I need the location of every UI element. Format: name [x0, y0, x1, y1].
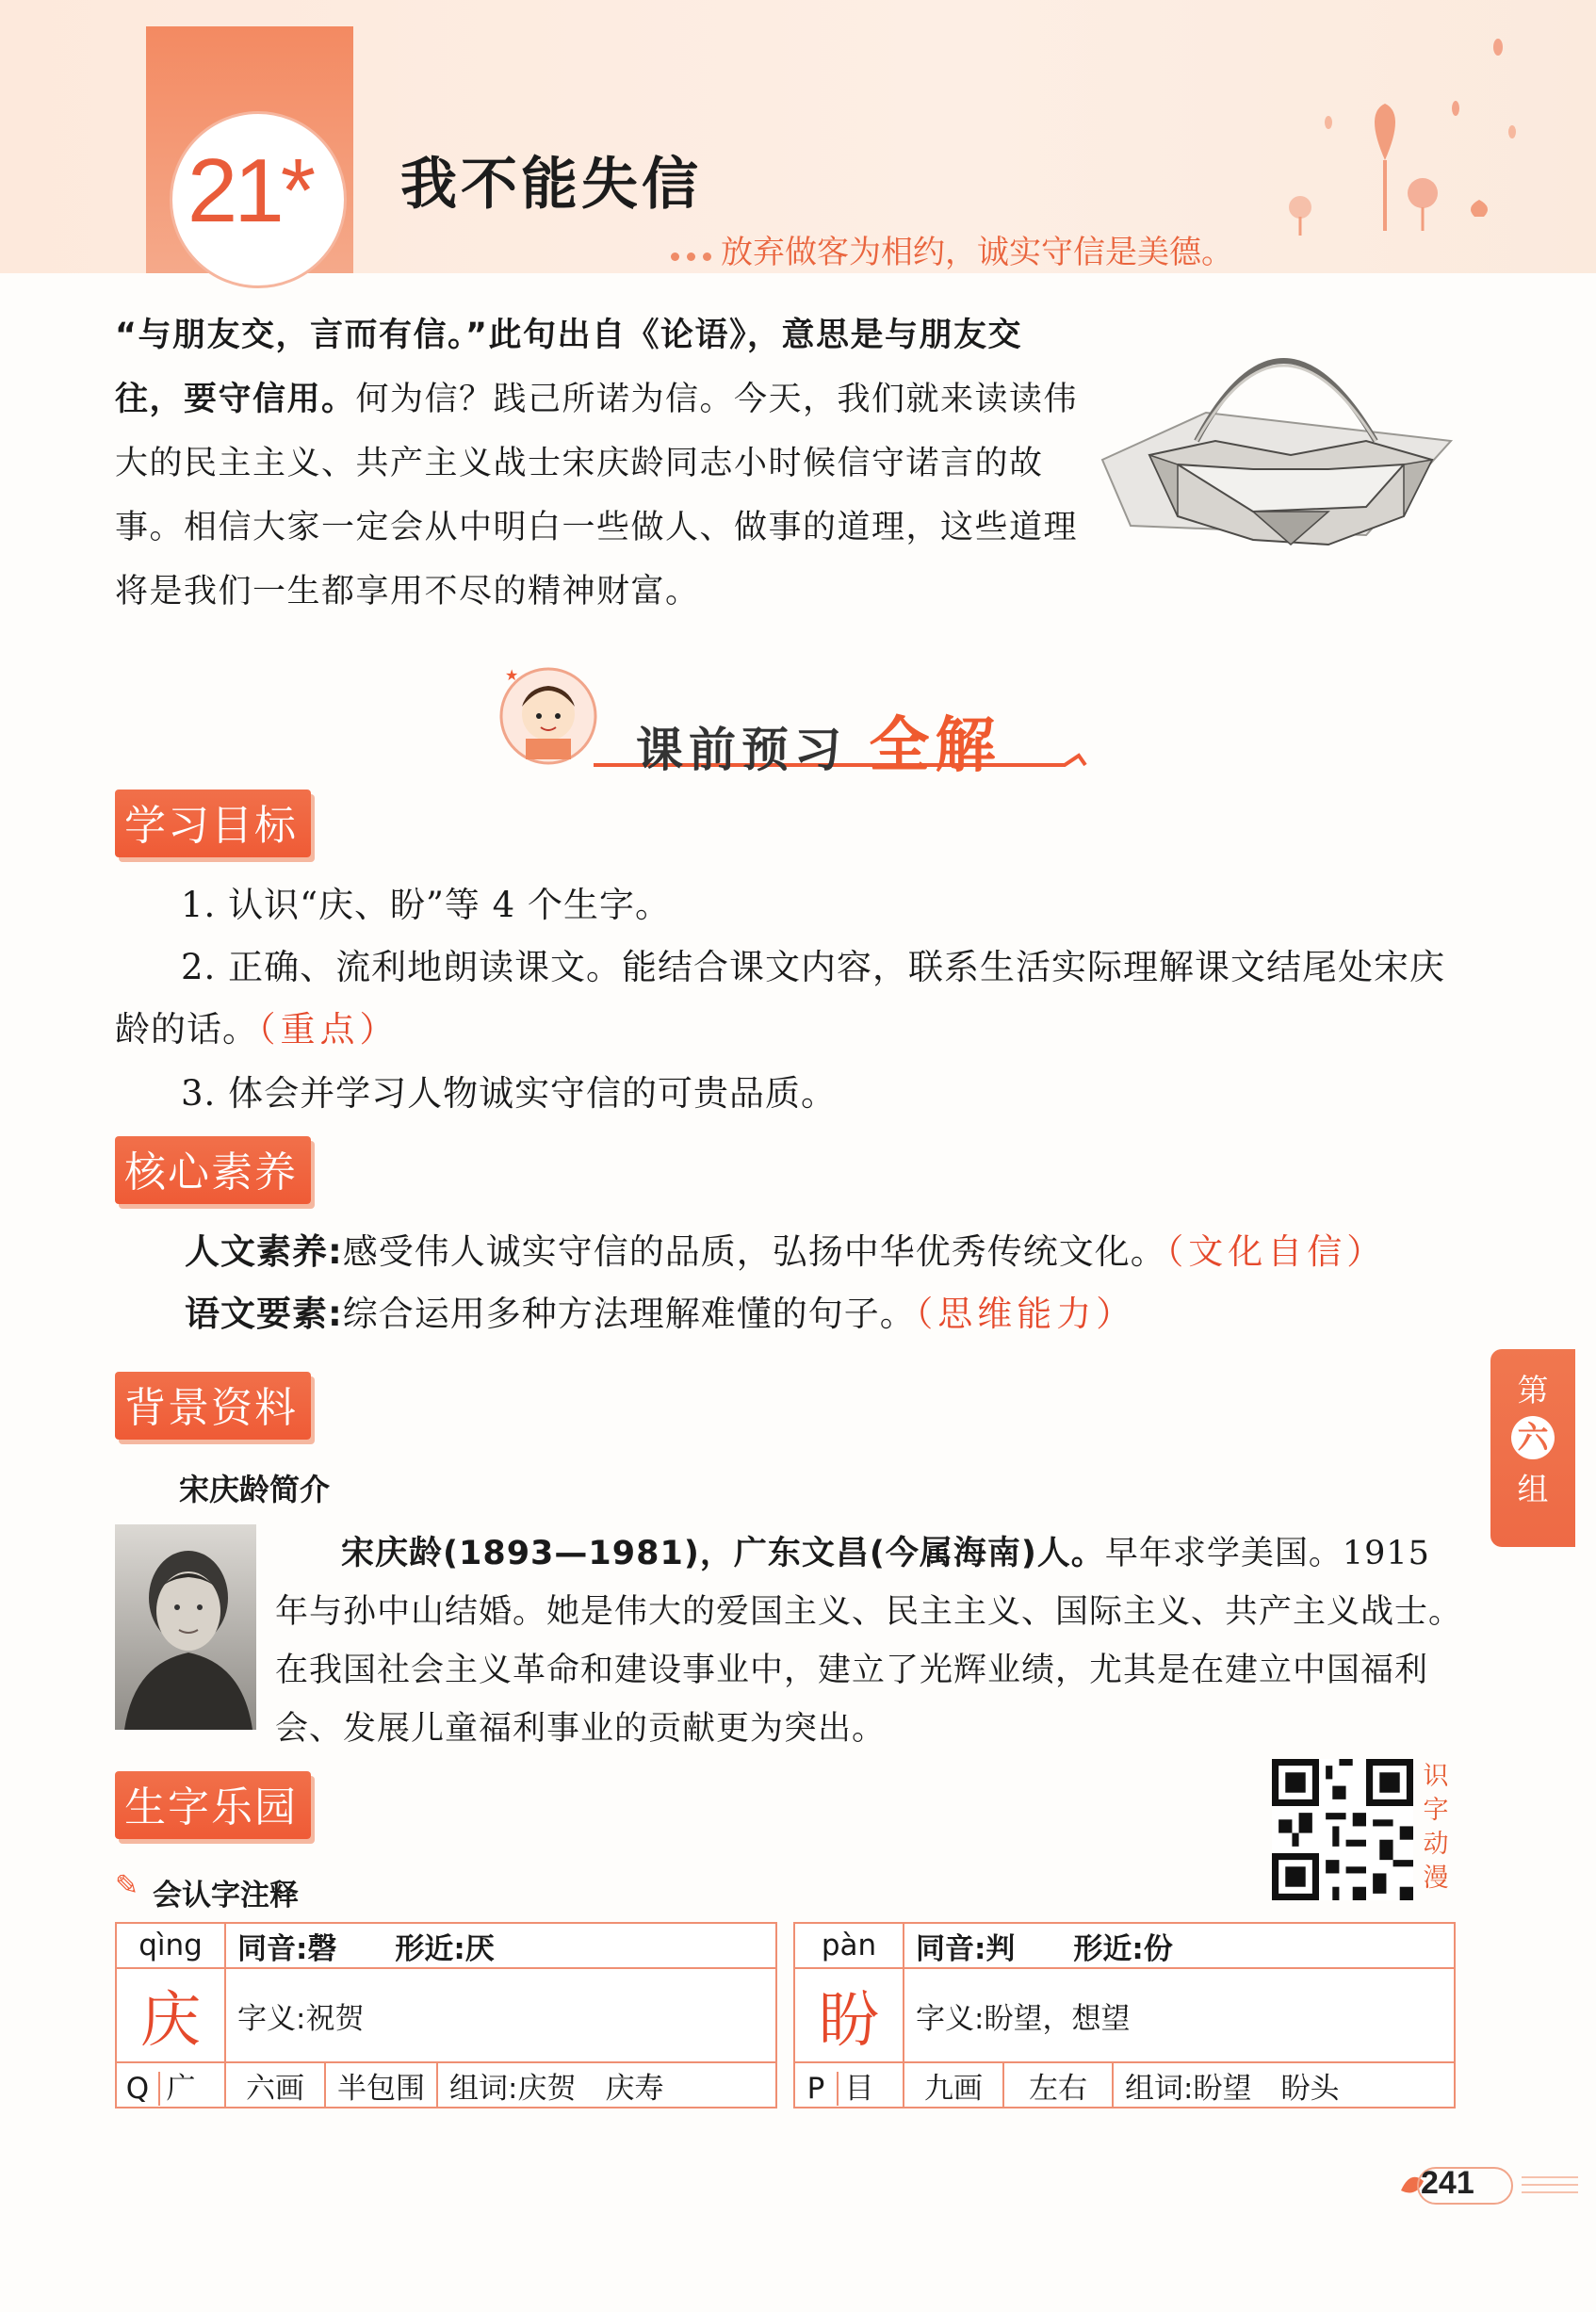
card-words: 组词:盼望 盼头	[1113, 2062, 1455, 2108]
card-character: 盼	[794, 1968, 904, 2062]
core-row-1	[185, 1221, 1386, 1283]
tree-decoration-icon	[1262, 28, 1573, 245]
card-letter-radical	[116, 2062, 225, 2108]
lesson-subtitle: 放弃做客为相约，诚实守信是美德。	[721, 234, 1233, 271]
card-pinyin: pàn	[794, 1923, 904, 1968]
card-radical: 广	[166, 2071, 196, 2106]
portrait-photo	[115, 1524, 256, 1730]
pencil-icon: ✎	[115, 1869, 139, 1902]
card-pinyin: qìng	[116, 1923, 225, 1968]
intro-body: 何为信？践己所诺为信。今天，我们就来读读伟大的民主主义、共产主义战士宋庆龄同志小时候信守诺言的故事。相信大家一定会从中明白一些做人、做事的道理，这些道理将是我们一生都享用不尽的精神财富。	[115, 381, 1079, 611]
card-words: 组词:庆贺 庆寿	[437, 2062, 776, 2108]
svg-text:★: ★	[505, 666, 519, 684]
qr-label-char: 字	[1423, 1796, 1449, 1825]
card-letter-radical	[794, 2062, 904, 2108]
page-number: 241	[1421, 2165, 1474, 2201]
section-tag-core: 核心素养	[115, 1136, 311, 1204]
card-strokes: 九画	[904, 2062, 1003, 2108]
card-letter: Q	[117, 2072, 160, 2106]
card-homophone-similar	[225, 1923, 776, 1968]
background-heading: 宋庆龄简介	[179, 1472, 331, 1507]
intro-paragraph	[115, 303, 1085, 624]
char-card-qing	[115, 1922, 777, 2108]
intro-quote: “与朋友交，言而有信。”此句出自《论语》，意思是与朋友交往，要守信用。	[115, 317, 1023, 418]
card-similar: 形近:厌	[395, 1931, 495, 1966]
core-row-1-note: （文化自信）	[1165, 1231, 1387, 1272]
card-meaning: 字义:盼望，想望	[904, 1968, 1455, 2062]
goal-item-2-text: 2. 正确、流利地朗读课文。能结合课文内容，联系生活实际理解课文结尾处宋庆龄的话。	[115, 947, 1446, 1050]
core-row-2-text: 综合运用多种方法理解难懂的句子。	[342, 1294, 916, 1334]
section-banner-title	[636, 697, 1001, 784]
chapter-side-tab	[1490, 1349, 1575, 1547]
side-tab-top: 第	[1517, 1372, 1549, 1408]
characters-subheading: 会认字注释	[153, 1879, 299, 1913]
subtitle-dots-icon	[671, 247, 719, 265]
background-paragraph	[275, 1524, 1462, 1758]
card-homophone: 同音:磬	[237, 1931, 337, 1966]
core-row-1-text: 感受伟人诚实守信的品质，弘扬中华优秀传统文化。	[342, 1231, 1166, 1272]
side-tab-bottom: 组	[1517, 1471, 1549, 1507]
goal-item-3: 3. 体会并学习人物诚实守信的可贵品质。	[181, 1073, 838, 1114]
card-letter: P	[795, 2072, 839, 2106]
card-radical: 目	[844, 2071, 874, 2106]
goal-item-2	[115, 936, 1462, 1061]
char-card-pan	[793, 1922, 1456, 2108]
paper-basket-illustration	[1093, 300, 1470, 573]
core-row-1-label: 人文素养:	[185, 1231, 343, 1272]
card-similar: 形近:份	[1073, 1931, 1173, 1966]
banner-accent-text: 全解	[869, 711, 1002, 781]
card-structure: 左右	[1003, 2062, 1113, 2108]
card-homophone-similar	[904, 1923, 1455, 1968]
qr-label	[1419, 1760, 1453, 1896]
section-tag-background: 背景资料	[115, 1372, 311, 1440]
lesson-title: 我不能失信	[400, 152, 702, 218]
goal-item-2-note: （重点）	[258, 1009, 399, 1050]
lesson-number: 21*	[187, 140, 313, 241]
card-structure: 半包围	[325, 2062, 437, 2108]
core-row-2	[185, 1283, 1135, 1345]
banner-normal-text: 课前预习	[636, 723, 847, 777]
qr-label-char: 漫	[1423, 1864, 1449, 1893]
goal-item-1: 1. 认识“庆、盼”等 4 个生字。	[181, 885, 671, 925]
qr-code-icon[interactable]	[1272, 1759, 1413, 1900]
card-strokes: 六画	[225, 2062, 325, 2108]
page-number-decoration-icon	[1390, 2162, 1578, 2209]
qr-label-char: 动	[1423, 1830, 1449, 1859]
core-row-2-label: 语文要素:	[185, 1294, 343, 1334]
card-homophone: 同音:判	[916, 1931, 1016, 1966]
background-body: 早年求学美国。1915 年与孙中山结婚。她是伟大的爱国主义、民主主义、国际主义、共产主义战士。在我国社会主义革命和建设事业中，建立了光辉业绩，尤其是在建立中国福利会、发展儿童福利事业的贡献更为突出。	[275, 1535, 1463, 1748]
side-tab-number: 六	[1511, 1416, 1555, 1459]
section-tag-goals: 学习目标	[115, 790, 311, 857]
core-row-2-note: （思维能力）	[915, 1294, 1136, 1334]
card-meaning: 字义:祝贺	[225, 1968, 776, 2062]
qr-label-char: 识	[1423, 1762, 1449, 1791]
background-bold: 宋庆龄(1893—1981)，广东文昌(今属海南)人。	[341, 1535, 1105, 1572]
card-character: 庆	[116, 1968, 225, 2062]
section-tag-characters: 生字乐园	[115, 1771, 311, 1839]
